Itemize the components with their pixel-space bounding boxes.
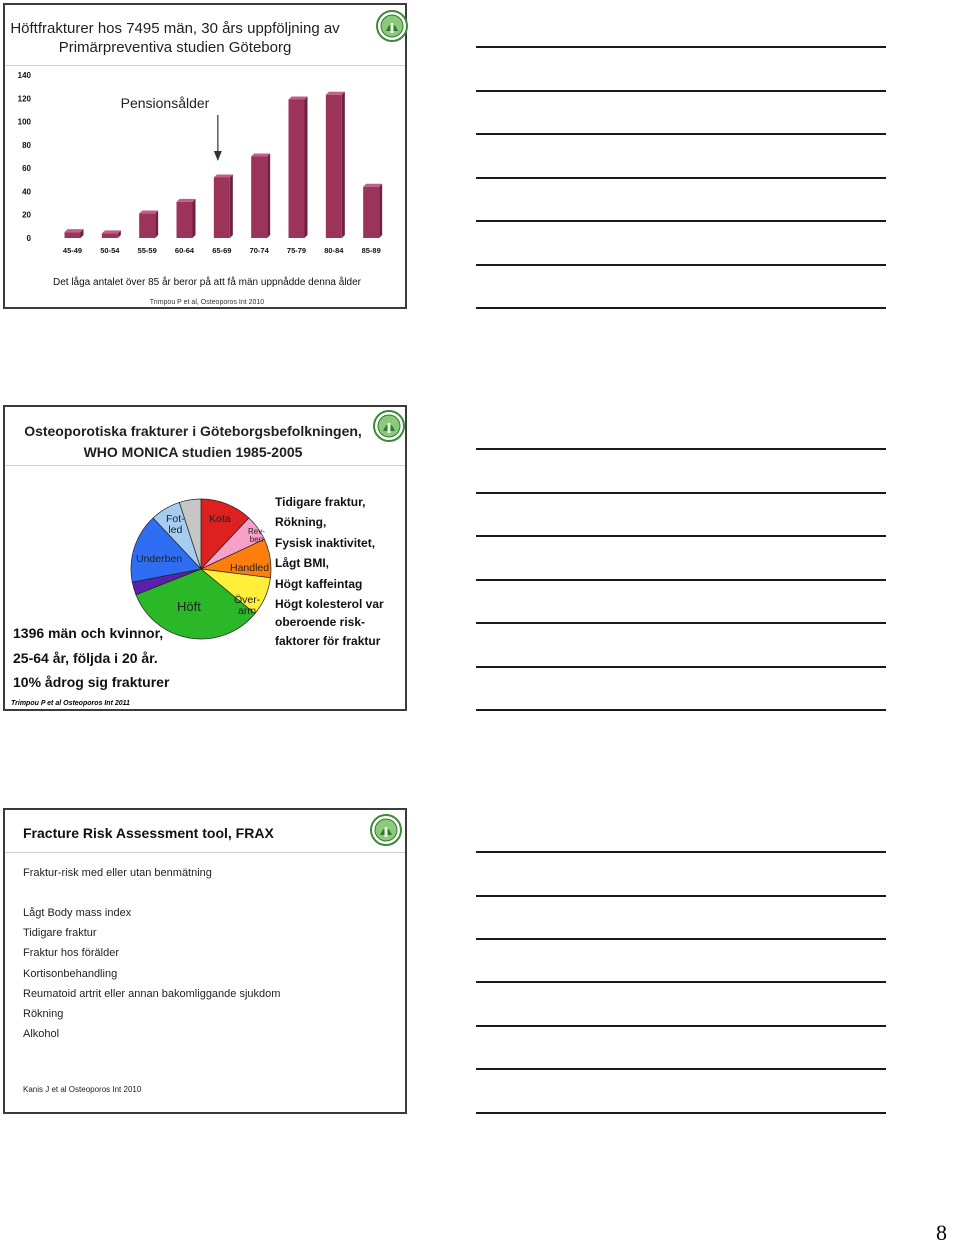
risk-factor-item: Högt kaffeintag — [275, 576, 363, 591]
bar — [214, 174, 233, 238]
note-line — [476, 622, 886, 624]
y-tick-label: 140 — [17, 71, 31, 80]
frax-intro: Fraktur-risk med eller utan benmätning — [23, 867, 212, 879]
bar — [139, 211, 158, 238]
bar-top — [363, 184, 382, 187]
note-line — [476, 46, 886, 48]
note-line — [476, 535, 886, 537]
hip-fracture-bar-chart — [5, 67, 405, 257]
note-line — [476, 90, 886, 92]
bar-top — [65, 229, 84, 232]
bar — [102, 230, 121, 238]
bar — [65, 229, 84, 238]
note-line — [476, 1025, 886, 1027]
bar-side — [305, 96, 308, 238]
university-logo-icon — [375, 9, 409, 43]
study-description: 1396 män och kvinnor, — [13, 625, 164, 641]
pie-slice-label: Över- arm — [234, 594, 261, 618]
pie-slice-label: Höft — [177, 599, 201, 614]
title-line: Höftfrakturer hos 7495 män, 30 års uppföljning av — [10, 20, 340, 37]
x-tick-label: 60-64 — [174, 246, 195, 255]
pie-slice-label: Kota — [209, 513, 231, 525]
note-line — [476, 981, 886, 983]
bar — [326, 92, 345, 238]
pie-slice-label: Fot- led — [166, 513, 185, 537]
bar-top — [102, 230, 121, 233]
bar-face — [289, 99, 305, 238]
source-citation: Trimpou P et al, Osteoporos Int 2010 — [149, 299, 265, 306]
slide-header — [5, 810, 405, 853]
note-line — [476, 133, 886, 135]
slide-title: Fracture Risk Assessment tool, FRAX — [23, 825, 274, 841]
x-tick-label: 75-79 — [286, 246, 307, 255]
bar-top — [177, 199, 196, 202]
frax-risk-item: Reumatoid artrit eller annan bakomliggande sjukdom — [23, 987, 281, 1000]
frax-risk-item: Tidigare fraktur — [23, 927, 97, 940]
title-line: Primärpreventiva studien Göteborg — [58, 39, 292, 56]
y-tick-label: 40 — [22, 187, 31, 197]
risk-factor-list — [275, 492, 405, 651]
frax-risk-item: Lågt Body mass index — [23, 907, 132, 919]
note-line — [476, 448, 886, 450]
risk-factor-item: Lågt BMI, — [275, 556, 329, 571]
note-line — [476, 579, 886, 581]
note-line — [476, 709, 886, 711]
note-line — [476, 938, 886, 940]
bar-face — [214, 177, 230, 238]
bar-side — [342, 92, 345, 238]
source-citation: Kanis J et al Osteoporos Int 2010 — [23, 1085, 142, 1094]
frax-risk-item: Rökning — [23, 1008, 64, 1020]
bar-side — [379, 184, 382, 238]
x-tick-label: 70-74 — [249, 246, 269, 255]
y-tick-label: 100 — [17, 117, 31, 127]
bar — [363, 184, 382, 238]
bar-top — [251, 154, 270, 157]
risk-factor-item: oberoende risk- — [275, 615, 366, 630]
study-description: 25-64 år, följda i 20 år. — [13, 650, 158, 666]
note-line — [476, 1068, 886, 1070]
slide-hip-fractures — [3, 3, 407, 309]
note-line — [476, 264, 886, 266]
annotation-arrowhead — [214, 151, 222, 161]
university-logo-icon — [372, 409, 406, 443]
title-line: Osteoporotiska frakturer i Göteborgsbefolkningen, — [24, 423, 362, 439]
frax-risk-item: Kortisonbehandling — [23, 967, 118, 980]
fracture-site-pie-chart — [126, 494, 276, 644]
pie-slice-label: Handled — [230, 562, 270, 574]
y-tick-label: 80 — [22, 140, 31, 150]
bar-face — [102, 233, 118, 238]
bar-side — [193, 199, 196, 238]
slide-title — [5, 19, 345, 57]
study-description: 10% ådrog sig frakturer — [13, 674, 170, 690]
bar-side — [155, 211, 158, 238]
bar-face — [139, 214, 155, 238]
bar-top — [214, 174, 233, 177]
risk-factor-item: Tidigare fraktur, — [275, 495, 366, 509]
risk-factor-item: Rökning, — [275, 515, 327, 530]
bar-face — [363, 187, 379, 238]
chart-caption: Det låga antalet över 85 år beror på att få män uppnådde denna ålder — [53, 277, 361, 288]
slide-title — [23, 421, 363, 463]
y-tick-label: 60 — [22, 164, 31, 174]
frax-risk-item: Alkohol — [23, 1028, 60, 1041]
annotation-label: Pensionsålder — [120, 95, 210, 111]
bar — [251, 154, 270, 239]
y-tick-label: 120 — [17, 94, 31, 104]
y-tick-label: 20 — [22, 210, 31, 220]
bar-face — [65, 232, 81, 238]
bar-top — [326, 92, 345, 95]
pie-slice-label: Underben — [136, 553, 183, 565]
bar-top — [289, 96, 308, 99]
slide-frax — [3, 808, 407, 1114]
page-number: 8 — [936, 1220, 947, 1245]
pie-slice-label: Rev- ben — [248, 527, 265, 545]
slide-osteoporotic-fractures — [3, 405, 407, 711]
slide-header — [5, 5, 405, 66]
bar-side — [230, 174, 233, 238]
note-line — [476, 1112, 886, 1114]
bar-side — [267, 154, 270, 239]
x-tick-label: 80-84 — [324, 246, 344, 255]
bar — [177, 199, 196, 238]
risk-factor-item: Högt kolesterol var — [275, 597, 384, 612]
note-line — [476, 895, 886, 897]
x-tick-label: 85-89 — [361, 246, 381, 255]
note-line — [476, 307, 886, 309]
bar-face — [326, 95, 342, 238]
note-line — [476, 177, 886, 179]
frax-risk-item: Fraktur hos förälder — [23, 947, 119, 960]
note-line — [476, 492, 886, 494]
slide-header — [5, 407, 405, 466]
x-tick-label: 65-69 — [212, 246, 232, 255]
x-tick-label: 50-54 — [100, 246, 120, 255]
risk-factor-item: Fysisk inaktivitet, — [275, 535, 376, 550]
bar-face — [251, 157, 267, 239]
bar-top — [139, 211, 158, 214]
bar — [289, 96, 308, 238]
x-tick-label: 45-49 — [62, 246, 83, 255]
risk-factor-item: faktorer för fraktur — [275, 633, 381, 648]
y-tick-label: 0 — [26, 234, 31, 243]
source-citation: Trimpou P et al Osteoporos Int 2011 — [11, 700, 130, 707]
note-line — [476, 220, 886, 222]
bar-face — [177, 202, 193, 238]
note-line — [476, 851, 886, 853]
note-line — [476, 666, 886, 668]
title-line: WHO MONICA studien 1985-2005 — [83, 444, 303, 460]
x-tick-label: 55-59 — [137, 246, 157, 255]
university-logo-icon — [369, 813, 403, 847]
